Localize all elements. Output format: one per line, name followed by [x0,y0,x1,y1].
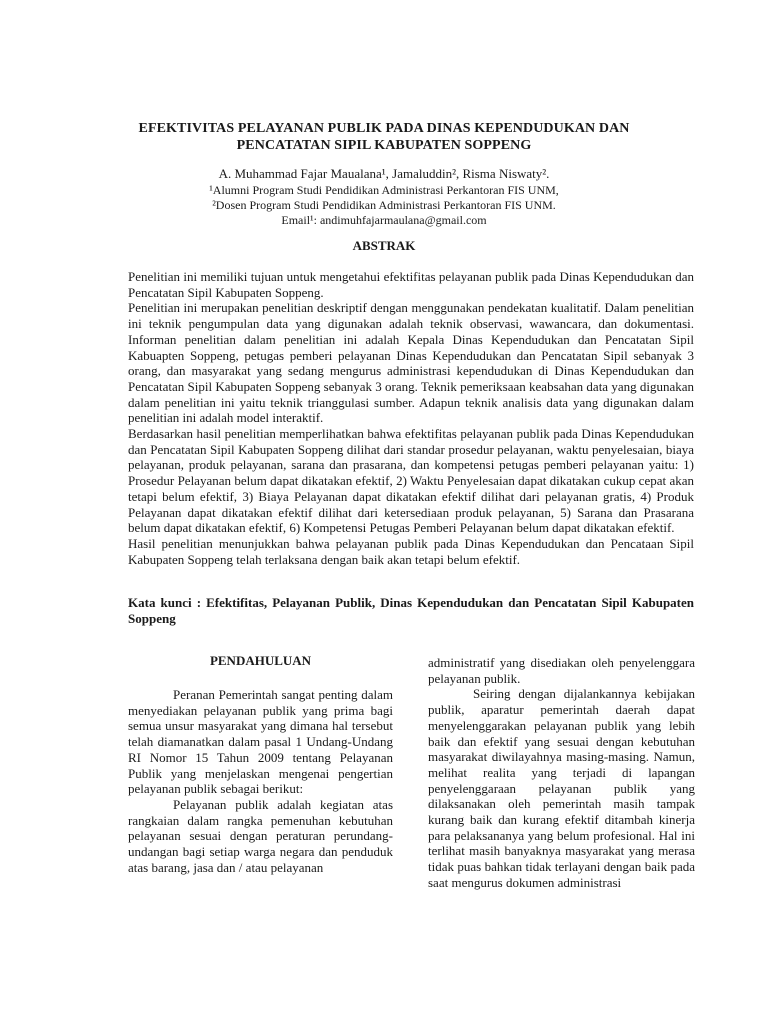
paper-title [100,120,668,154]
body-paragraph: administratif yang disediakan oleh penyelenggara pelayanan publik. [428,655,695,686]
paper-title-line-1: EFEKTIVITAS PELAYANAN PUBLIK PADA DINAS KEPENDUDUKAN DAN [138,121,630,136]
author-email: Email¹: andimuhfajarmaulana@gmail.com [281,213,487,227]
paper-title-line-2: PENCATATAN SIPIL KABUPATEN SOPPENG [236,138,532,153]
body-paragraph: Peranan Pemerintah sangat penting dalam menyediakan pelayanan publik yang prima bagi semua unsur masyarakat yang dimana hal tersebut telah diamanatkan dalam pasal 1 Undang-Undang RI Nomor 15 Tahun 2009 tentang Pelayanan Publik yang menjelaskan mengenai pengertian pelayanan publik sebagai berikut: [128,687,393,797]
author-list: A. Muhammad Fajar Maualana¹, Jamaluddin², Risma Niswaty². [218,166,550,181]
keywords: Kata kunci : Efektifitas, Pelayanan Publik, Dinas Kependudukan dan Pencatatan Sipil Kabupaten Soppeng [128,595,694,626]
left-column [128,653,393,875]
body-paragraph: Seiring dengan dijalankannya kebijakan publik, aparatur pemerintah daerah dapat menyelenggarakan pelayanan publik yang lebih baik dan efektif yang sesuai dengan kebutuhan masyarakat diwilayahnya masing-masing. Namun, melihat realita yang terjadi di lapangan penyelenggaraan pelayanan publik yang dilaksanakan oleh pemerintah masih tampak kurang baik dan kurang efektif ditambah kinerja para pelaksananya yang belum profesional. Hal ini terlihat masih banyaknya masyarakat yang merasa tidak puas bahkan tidak terlayani dengan baik pada saat mengurus dokumen administrasi [428,686,695,890]
abstract-paragraph: Penelitian ini memiliki tujuan untuk mengetahui efektifitas pelayanan publik pada Dinas Kependudukan dan Pencatatan Sipil Kabupaten Soppeng. [128,269,694,300]
affiliation-2: ²Dosen Program Studi Pendidikan Administrasi Perkantoran FIS UNM. [212,198,556,212]
right-column [428,655,695,891]
abstract-paragraph: Penelitian ini merupakan penelitian deskriptif dengan menggunakan pendekatan kualitatif. Dalam penelitian ini teknik pengumpulan data yang digunakan adalah teknik observasi, wawancara, dan dokumentasi. Informan penelitian dalam penelitian ini adalah Kepala Dinas Kependudukan dan Pencatatan Sipil Kabuapten Soppeng, petugas pemberi pelayanan Dinas Kependudukan dan Pencatatan Sipil sebanyak 3 orang, dan masyarakat yang sedang mengurus administrasi kependudukan di Dinas Kependudukan dan Pencatatan Sipil Kabupaten Soppeng sebanyak 3 orang. Teknik pemeriksaan keabsahan data yang digunakan dalam penelitian ini yaitu teknik trianggulasi sumber. Adapun teknik analisis data yang digunakan dalam penelitian ini adalah model interaktif. [128,300,694,426]
abstract-paragraph: Berdasarkan hasil penelitian memperlihatkan bahwa efektifitas pelayanan publik pada Dinas Kependudukan dan Pencatatan Sipil Kabupaten Soppeng dilihat dari standar prosedur pelayanan, waktu penyelesaian, biaya pelayanan, produk pelayanan, sarana dan prasarana, dan kompetensi petugas pemberi pelayanan yaitu: 1) Prosedur Pelayanan belum dapat dikatakan efektif, 2) Waktu Penyelesaian dapat dikatakan cukup cepat akan tetapi belum efektif, 3) Biaya Pelayanan dapat dikatakan efektif dilihat dari pelayanan gratis, 4) Produk Pelayanan dapat dikatakan efektif dilihat dari ketersediaan produk pelayanan, 5) Sarana dan Prasarana belum dapat dikatakan efektif, 6) Kompetensi Petugas Pemberi Pelayanan belum dapat dikatakan efektif. [128,426,694,536]
abstract-body [128,269,694,567]
abstract-heading: ABSTRAK [352,238,416,253]
body-paragraph: Pelayanan publik adalah kegiatan atas rangkaian dalam rangka pemenuhan kebutuhan pelayanan sesuai dengan peraturan perundang-undangan bagi setiap warga negara dan penduduk atas barang, jasa dan / atau pelayanan [128,796,393,875]
affiliation-1: ¹Alumni Program Studi Pendidikan Administrasi Perkantoran FIS UNM, [209,183,559,197]
section-heading-pendahuluan: PENDAHULUAN [209,653,312,668]
abstract-paragraph: Hasil penelitian menunjukkan bahwa pelayanan publik pada Dinas Kependudukan dan Pencataan Sipil Kabupaten Soppeng telah terlaksana dengan baik akan tetapi belum efektif. [128,535,694,567]
